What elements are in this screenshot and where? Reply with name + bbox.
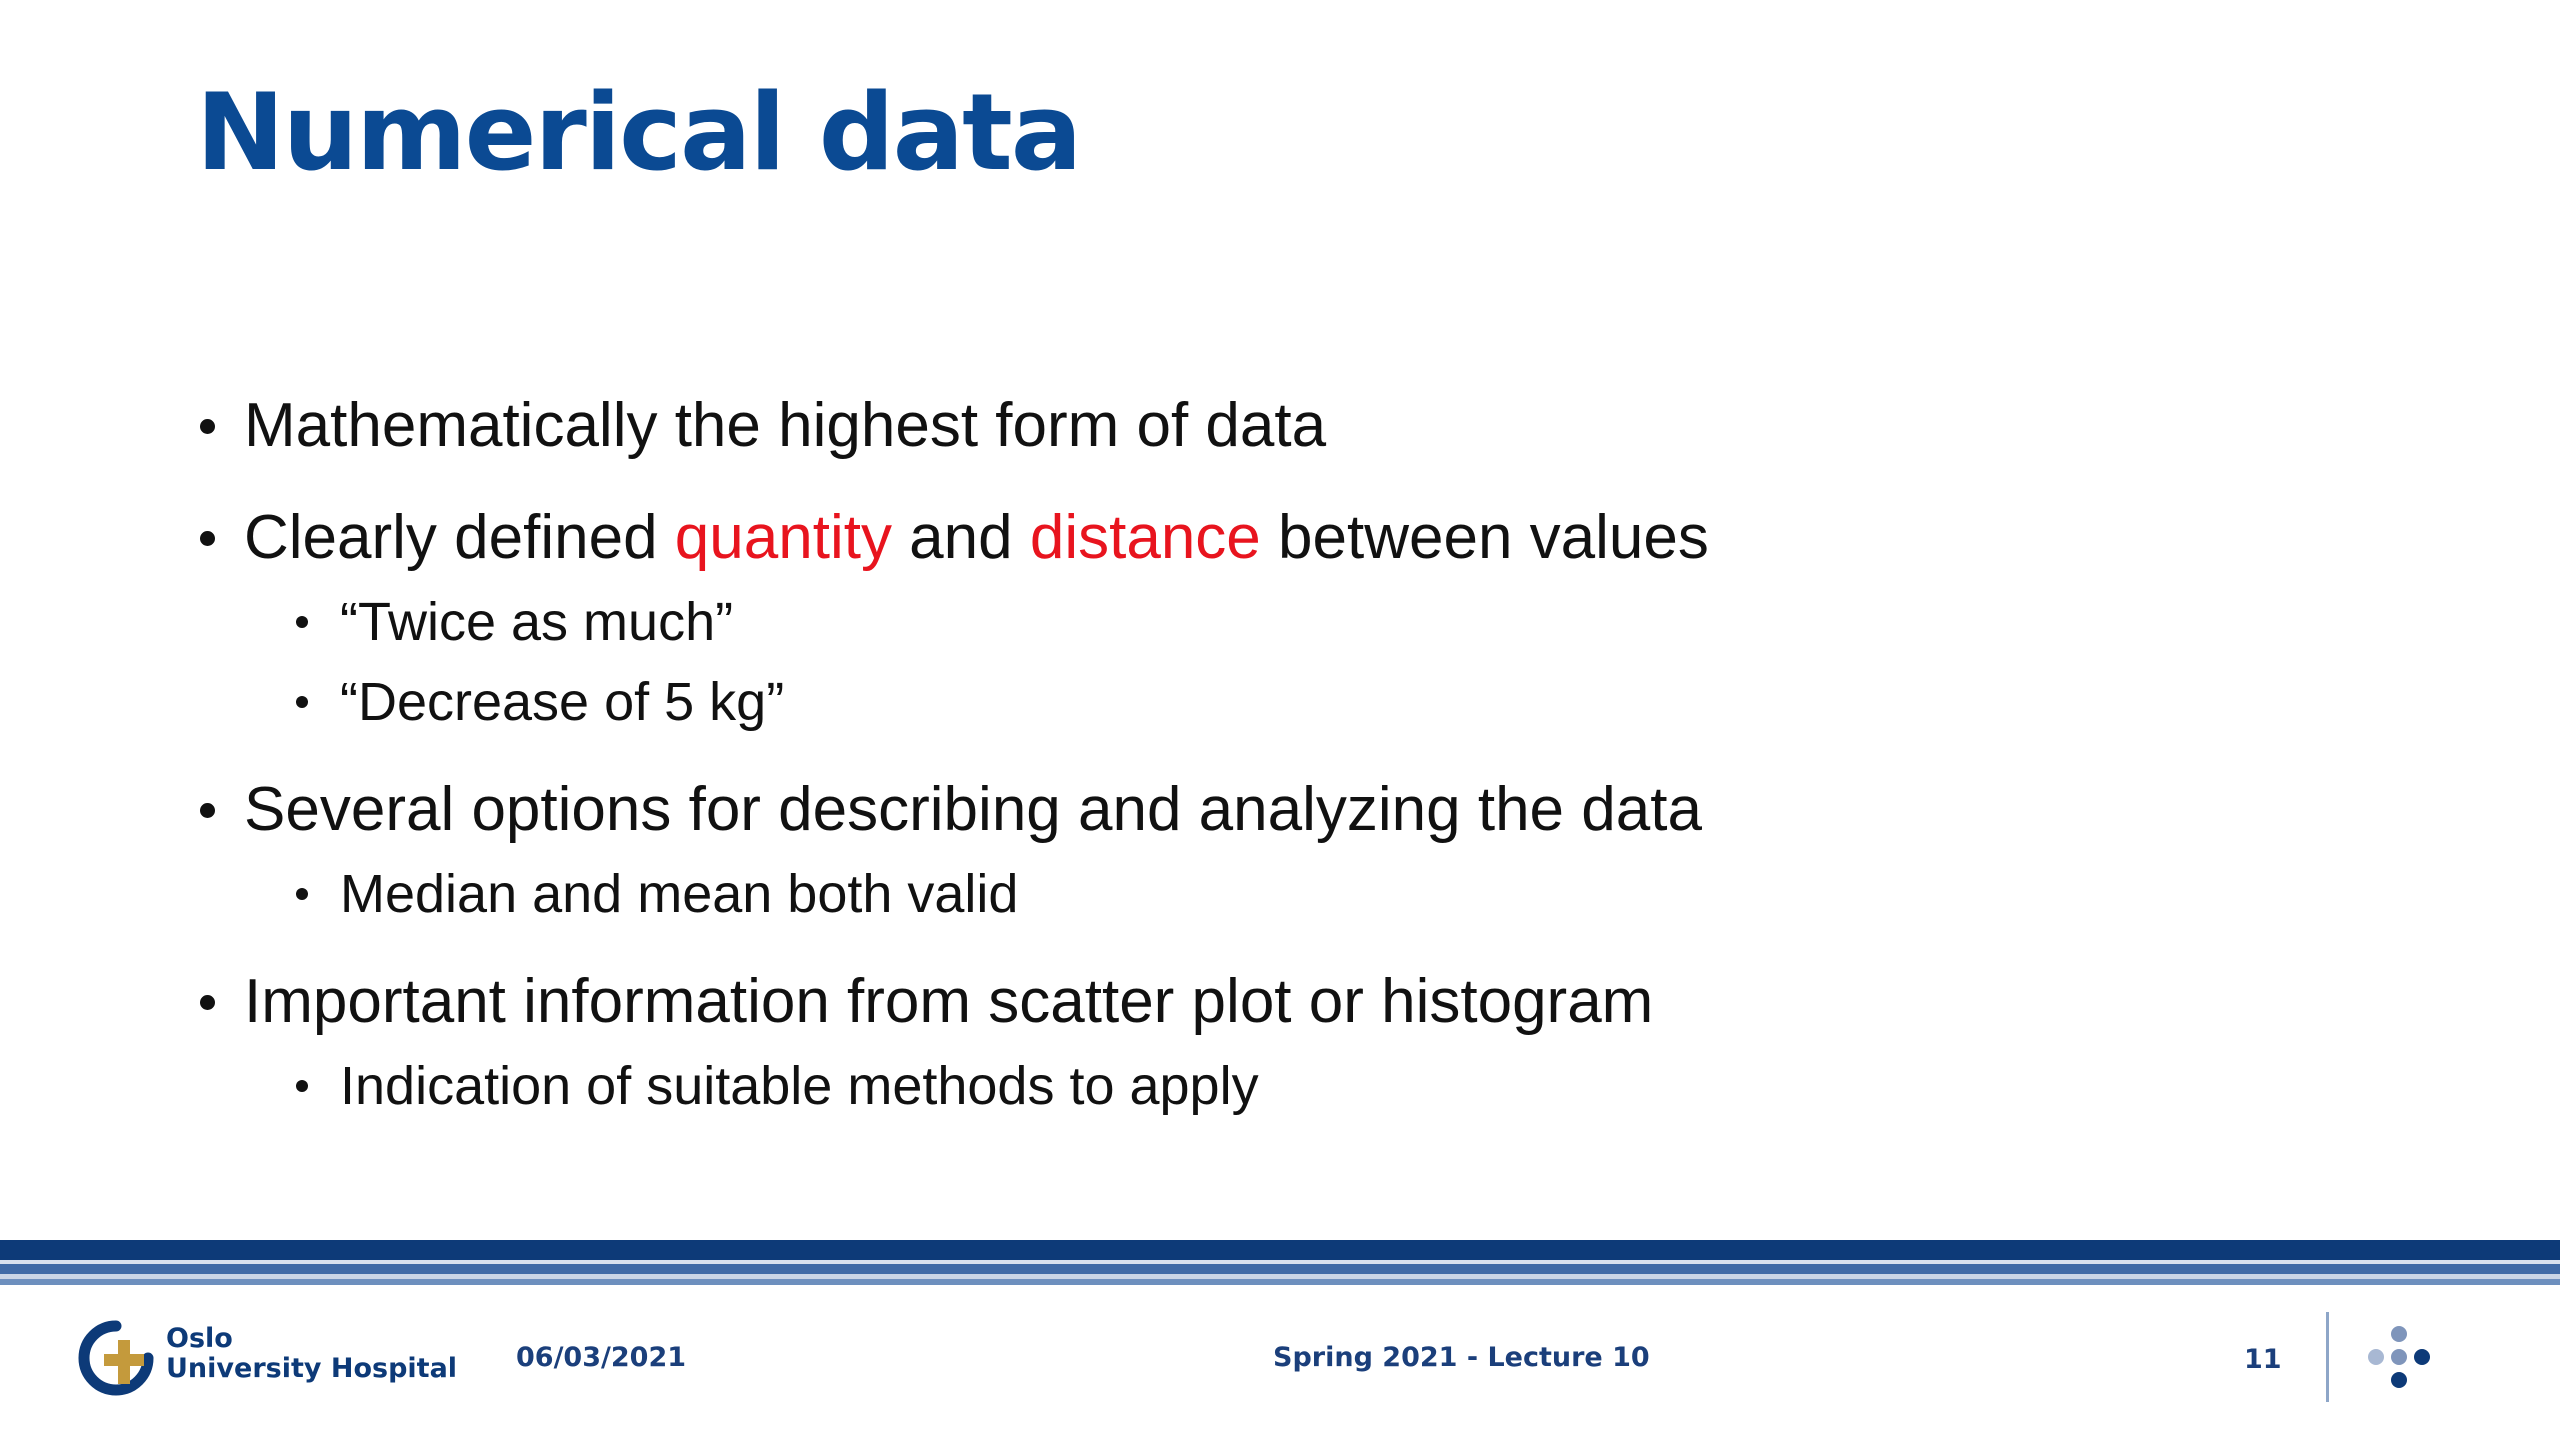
footer-divider: [2326, 1312, 2329, 1402]
oslo-university-hospital-logo-icon: [76, 1318, 156, 1398]
sub-bullet-item: [196, 862, 2296, 926]
bullet-dot-icon: [200, 995, 215, 1010]
sub-bullet-text: “Decrease of 5 kg”: [340, 672, 785, 732]
sub-bullet-item: [196, 590, 2296, 654]
bullet-item: [196, 966, 2296, 1038]
bullet-dot-icon: [296, 616, 308, 628]
bullet-item: [196, 390, 2296, 462]
sub-bullet-text: Median and mean both valid: [340, 864, 1019, 924]
sub-bullet-item: [196, 1054, 2296, 1118]
highlight-distance: distance: [1029, 503, 1261, 572]
logo-text: [166, 1324, 457, 1384]
highlight-quantity: quantity: [674, 503, 892, 572]
bullet-item: [196, 774, 2296, 846]
footer-band: [0, 1264, 2560, 1274]
bullet-text-part: Clearly defined: [244, 503, 675, 572]
hospital-logo: [76, 1318, 458, 1398]
bullet-dot-icon: [200, 419, 215, 434]
bullet-list: [196, 390, 2296, 1118]
bullet-dot-icon: [200, 803, 215, 818]
sub-bullet-item: [196, 670, 2296, 734]
bullet-dot-icon: [296, 696, 308, 708]
sub-bullet-text: “Twice as much”: [340, 592, 734, 652]
slide-number: 11: [2244, 1344, 2282, 1375]
bullet-text: Important information from scatter plot or histogram: [244, 967, 1654, 1036]
footer-band: [0, 1240, 2560, 1260]
logo-line-1: Oslo: [166, 1323, 233, 1354]
bullet-dot-icon: [296, 1080, 308, 1092]
logo-line-2: University Hospital: [166, 1353, 458, 1384]
bullet-text-part: and: [891, 503, 1030, 572]
bullet-text-part: between values: [1260, 503, 1709, 572]
bullet-text: Mathematically the highest form of data: [244, 391, 1327, 460]
bullet-text: Several options for describing and analyzing the data: [244, 775, 1702, 844]
dots-cross-icon: [2364, 1322, 2434, 1392]
bullet-item: [196, 502, 2296, 574]
footer-course: Spring 2021 - Lecture 10: [1273, 1342, 1650, 1373]
footer-band: [0, 1279, 2560, 1285]
slide-title: Numerical data: [196, 71, 1081, 194]
sub-bullet-text: Indication of suitable methods to apply: [340, 1056, 1259, 1116]
footer-date: 06/03/2021: [516, 1342, 687, 1373]
bullet-dot-icon: [200, 531, 215, 546]
bullet-dot-icon: [296, 888, 308, 900]
